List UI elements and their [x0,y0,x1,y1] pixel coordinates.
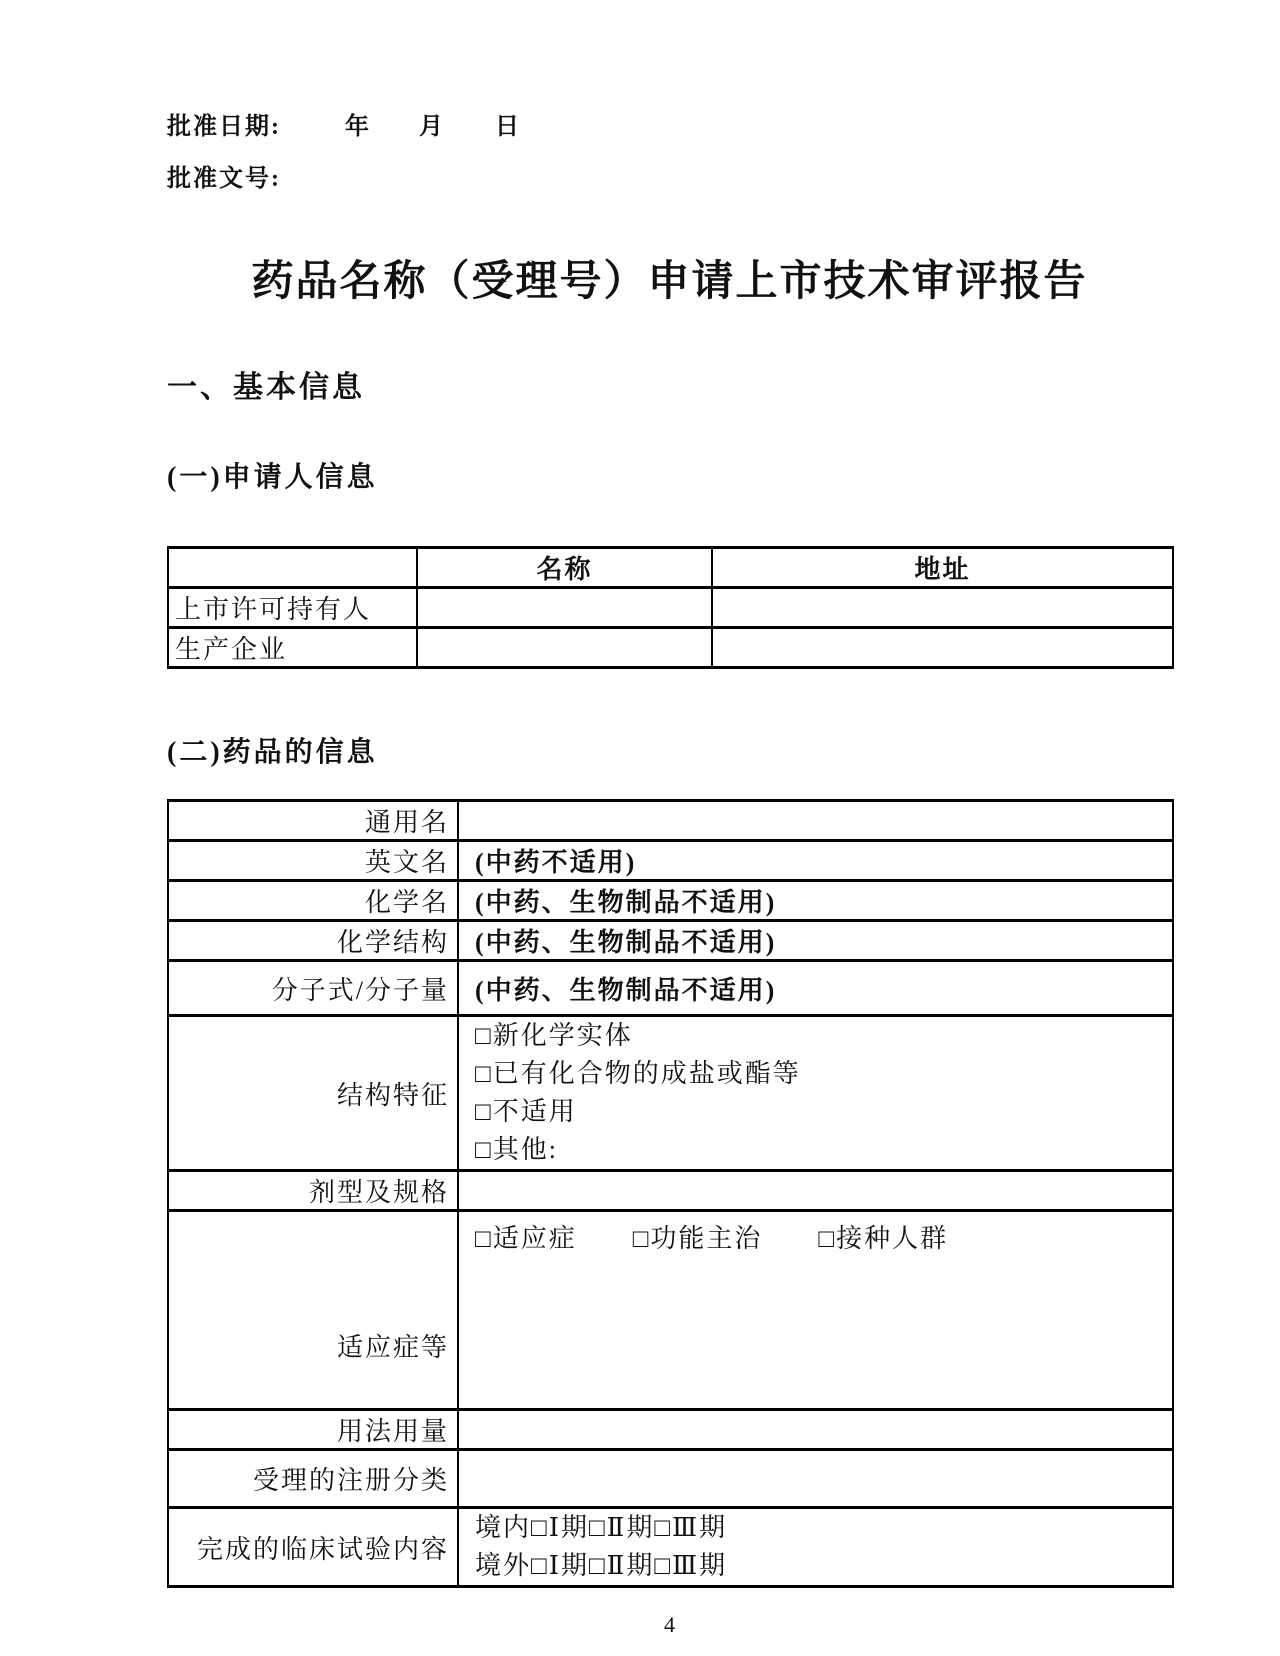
drug-row-value-usage-dosage [458,1410,1173,1450]
table-row [168,801,1173,841]
holder-address-cell [712,588,1173,628]
table-row [168,1450,1173,1508]
drug-row-label-chemical-structure: 化学结构 [168,921,458,961]
table-row [168,881,1173,921]
holder-name-cell [417,588,712,628]
approval-number-label: 批准文号: [167,166,281,192]
drug-row-label-chemical-name: 化学名 [168,881,458,921]
drug-row-label-indications: 适应症等 [168,1211,458,1410]
drug-row-value-indications [458,1211,1173,1410]
manufacturer-address-cell [712,628,1173,668]
table-row [168,1508,1173,1587]
checkbox-options-indication-line: □适应症 □功能主治 □接种人群 [475,1224,949,1253]
drug-row-value-generic-name [458,801,1173,841]
applicant-table-header-address: 地址 [712,548,1173,588]
document-title: 药品名称（受理号）申请上市技术审评报告 [251,259,1088,305]
table-row [168,841,1173,881]
checkbox-option-other: □其他: [475,1135,558,1164]
table-row [168,1016,1173,1171]
drug-row-label-registration-category: 受理的注册分类 [168,1450,458,1508]
table-row [168,628,1173,668]
section-heading-basic-info: 一、基本信息 [167,371,365,404]
applicant-info-table [167,546,1174,669]
drug-row-label-usage-dosage: 用法用量 [168,1410,458,1450]
subsection-heading-drug-info: (二)药品的信息 [167,737,378,768]
drug-row-value-chemical-name: (中药、生物制品不适用) [458,881,1173,921]
table-row [168,588,1173,628]
clinical-trials-overseas-line: 境外□Ⅰ期□Ⅱ期□Ⅲ期 [475,1551,728,1580]
drug-row-value-english-name: (中药不适用) [458,841,1173,881]
subsection-heading-applicant-info: (一)申请人信息 [167,462,378,493]
drug-row-value-completed-clinical-trials [458,1508,1173,1587]
day-field: 日 [495,114,521,140]
drug-row-value-dosage-form-spec [458,1171,1173,1211]
drug-row-label-structure-features: 结构特征 [168,1016,458,1171]
drug-row-label-molecular-formula: 分子式/分子量 [168,961,458,1016]
drug-row-value-chemical-structure: (中药、生物制品不适用) [458,921,1173,961]
month-field: 月 [419,114,445,140]
table-row [168,961,1173,1016]
approval-number-line [167,164,1172,194]
page-number: 4 [664,1612,675,1637]
applicant-table-header-row [168,548,1173,588]
checkbox-option-existing-compound-salt-ester: □已有化合物的成盐或酯等 [475,1059,801,1088]
drug-row-value-molecular-formula: (中药、生物制品不适用) [458,961,1173,1016]
page-content [167,0,1172,1638]
table-row [168,921,1173,961]
drug-row-value-registration-category [458,1450,1173,1508]
row-label-holder: 上市许可持有人 [168,588,417,628]
drug-info-table [167,799,1174,1588]
applicant-table-corner-cell [168,548,417,588]
drug-row-label-completed-clinical-trials: 完成的临床试验内容 [168,1508,458,1587]
drug-row-label-dosage-form-spec: 剂型及规格 [168,1171,458,1211]
clinical-trials-domestic-line: 境内□Ⅰ期□Ⅱ期□Ⅲ期 [475,1513,728,1542]
table-row [168,1171,1173,1211]
drug-row-value-structure-features [458,1016,1173,1171]
year-field: 年 [345,114,371,140]
approval-date-line [167,112,1172,142]
drug-row-label-generic-name: 通用名 [168,801,458,841]
table-row [168,1211,1173,1410]
approval-date-label: 批准日期: [167,114,281,140]
table-row [168,1410,1173,1450]
checkbox-option-not-applicable: □不适用 [475,1097,577,1126]
drug-row-label-english-name: 英文名 [168,841,458,881]
applicant-table-header-name: 名称 [417,548,712,588]
row-label-manufacturer: 生产企业 [168,628,417,668]
checkbox-option-new-chemical-entity: □新化学实体 [475,1021,633,1050]
manufacturer-name-cell [417,628,712,668]
